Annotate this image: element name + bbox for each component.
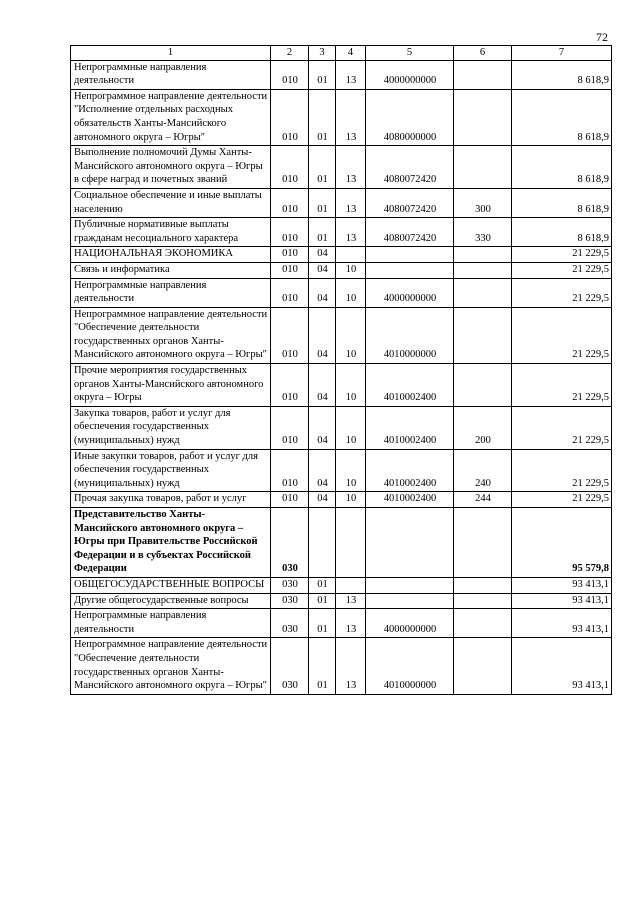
cell-section: 01	[309, 593, 336, 609]
cell-name: Другие общегосударственные вопросы	[71, 593, 271, 609]
cell-expense-type	[454, 508, 512, 578]
cell-target-article: 4010002400	[366, 364, 454, 407]
cell-amount: 21 229,5	[512, 262, 612, 278]
cell-name: Непрограммные направления деятельности	[71, 278, 271, 307]
column-header: 3	[309, 46, 336, 61]
cell-amount: 21 229,5	[512, 449, 612, 492]
cell-admin-code: 010	[271, 262, 309, 278]
cell-name: Иные закупки товаров, работ и услуг для обеспечения государственных (муниципальных) нужд	[71, 449, 271, 492]
cell-expense-type: 244	[454, 492, 512, 508]
column-header: 6	[454, 46, 512, 61]
cell-section: 04	[309, 307, 336, 363]
cell-section: 01	[309, 60, 336, 89]
cell-expense-type	[454, 60, 512, 89]
table-row	[71, 89, 612, 145]
cell-amount: 8 618,9	[512, 60, 612, 89]
cell-subsection	[336, 508, 366, 578]
cell-subsection: 10	[336, 406, 366, 449]
column-header: 1	[71, 46, 271, 61]
column-header: 7	[512, 46, 612, 61]
cell-admin-code: 010	[271, 406, 309, 449]
table-row	[71, 508, 612, 578]
cell-subsection: 13	[336, 218, 366, 247]
cell-amount: 21 229,5	[512, 364, 612, 407]
column-header-row	[71, 46, 612, 61]
cell-subsection: 13	[336, 89, 366, 145]
cell-name: Непрограммные направления деятельности	[71, 609, 271, 638]
cell-name: Прочая закупка товаров, работ и услуг	[71, 492, 271, 508]
cell-section: 01	[309, 218, 336, 247]
cell-name: Непрограммное направление деятельности "Обеспечение деятельности государственных органов Ханты-Мансийского автономного округа – Югры"	[71, 638, 271, 694]
cell-subsection: 10	[336, 262, 366, 278]
cell-subsection: 13	[336, 60, 366, 89]
table-row	[71, 449, 612, 492]
cell-subsection: 10	[336, 449, 366, 492]
table-row	[71, 278, 612, 307]
cell-expense-type	[454, 609, 512, 638]
cell-target-article: 4010000000	[366, 638, 454, 694]
cell-amount: 93 413,1	[512, 593, 612, 609]
cell-name: Социальное обеспечение и иные выплаты населению	[71, 188, 271, 217]
cell-expense-type	[454, 307, 512, 363]
cell-target-article: 4000000000	[366, 278, 454, 307]
cell-amount: 21 229,5	[512, 492, 612, 508]
cell-name: Непрограммное направление деятельности "Обеспечение деятельности государственных органов Ханты-Мансийского автономного округа – Югры"	[71, 307, 271, 363]
table-row	[71, 60, 612, 89]
table-row	[71, 188, 612, 217]
cell-admin-code: 030	[271, 577, 309, 593]
cell-section: 04	[309, 262, 336, 278]
cell-target-article: 4010002400	[366, 406, 454, 449]
cell-admin-code: 010	[271, 492, 309, 508]
column-header: 5	[366, 46, 454, 61]
cell-section: 01	[309, 188, 336, 217]
cell-subsection: 10	[336, 364, 366, 407]
cell-expense-type	[454, 146, 512, 189]
cell-expense-type: 330	[454, 218, 512, 247]
cell-amount: 21 229,5	[512, 278, 612, 307]
cell-section: 01	[309, 609, 336, 638]
cell-admin-code: 010	[271, 89, 309, 145]
cell-subsection: 13	[336, 609, 366, 638]
cell-target-article: 4010002400	[366, 492, 454, 508]
cell-name: НАЦИОНАЛЬНАЯ ЭКОНОМИКА	[71, 247, 271, 263]
cell-name: Закупка товаров, работ и услуг для обеспечения государственных (муниципальных) нужд	[71, 406, 271, 449]
cell-expense-type	[454, 89, 512, 145]
column-header: 2	[271, 46, 309, 61]
table-row	[71, 593, 612, 609]
cell-admin-code: 010	[271, 60, 309, 89]
cell-name: ОБЩЕГОСУДАРСТВЕННЫЕ ВОПРОСЫ	[71, 577, 271, 593]
cell-expense-type	[454, 262, 512, 278]
cell-amount: 8 618,9	[512, 188, 612, 217]
cell-section: 04	[309, 449, 336, 492]
table-row	[71, 364, 612, 407]
cell-expense-type: 300	[454, 188, 512, 217]
cell-section: 01	[309, 638, 336, 694]
cell-target-article: 4010002400	[366, 449, 454, 492]
cell-target-article: 4010000000	[366, 307, 454, 363]
cell-amount: 93 413,1	[512, 577, 612, 593]
cell-target-article	[366, 247, 454, 263]
cell-target-article	[366, 577, 454, 593]
cell-amount: 8 618,9	[512, 218, 612, 247]
cell-subsection: 13	[336, 188, 366, 217]
cell-expense-type	[454, 278, 512, 307]
cell-subsection: 10	[336, 278, 366, 307]
cell-admin-code: 030	[271, 609, 309, 638]
cell-admin-code: 010	[271, 278, 309, 307]
cell-expense-type: 240	[454, 449, 512, 492]
cell-section: 01	[309, 577, 336, 593]
cell-admin-code: 010	[271, 146, 309, 189]
cell-expense-type	[454, 593, 512, 609]
cell-name: Представительство Ханты-Мансийского автономного округа – Югры при Правительстве Российской Федерации и в субъектах Российской Федерации	[71, 508, 271, 578]
cell-section: 04	[309, 364, 336, 407]
cell-name: Выполнение полномочий Думы Ханты-Мансийского автономного округа – Югры в сфере наград и почетных званий	[71, 146, 271, 189]
table-row	[71, 577, 612, 593]
cell-admin-code: 010	[271, 307, 309, 363]
cell-section: 04	[309, 247, 336, 263]
cell-expense-type	[454, 247, 512, 263]
cell-amount: 93 413,1	[512, 638, 612, 694]
cell-admin-code: 030	[271, 508, 309, 578]
cell-name: Публичные нормативные выплаты гражданам несоциального характера	[71, 218, 271, 247]
budget-table	[70, 45, 612, 695]
cell-expense-type	[454, 638, 512, 694]
cell-subsection: 10	[336, 307, 366, 363]
cell-section: 04	[309, 278, 336, 307]
cell-admin-code: 010	[271, 449, 309, 492]
cell-admin-code: 030	[271, 593, 309, 609]
cell-admin-code: 010	[271, 188, 309, 217]
cell-section: 01	[309, 146, 336, 189]
cell-amount: 21 229,5	[512, 307, 612, 363]
cell-subsection: 10	[336, 492, 366, 508]
cell-target-article: 4080072420	[366, 188, 454, 217]
table-row	[71, 609, 612, 638]
cell-target-article: 4080072420	[366, 218, 454, 247]
cell-subsection	[336, 577, 366, 593]
cell-expense-type: 200	[454, 406, 512, 449]
table-row	[71, 406, 612, 449]
cell-target-article: 4000000000	[366, 60, 454, 89]
cell-admin-code: 030	[271, 638, 309, 694]
cell-section: 01	[309, 89, 336, 145]
cell-subsection: 13	[336, 638, 366, 694]
cell-admin-code: 010	[271, 364, 309, 407]
cell-expense-type	[454, 364, 512, 407]
cell-amount: 95 579,8	[512, 508, 612, 578]
cell-name: Непрограммное направление деятельности "Исполнение отдельных расходных обязательств Ханты-Мансийского автономного округа – Югры"	[71, 89, 271, 145]
cell-subsection: 13	[336, 146, 366, 189]
cell-target-article: 4080000000	[366, 89, 454, 145]
cell-amount: 8 618,9	[512, 146, 612, 189]
cell-amount: 21 229,5	[512, 247, 612, 263]
cell-target-article	[366, 593, 454, 609]
cell-amount: 8 618,9	[512, 89, 612, 145]
cell-target-article	[366, 508, 454, 578]
table-row	[71, 492, 612, 508]
table-row	[71, 218, 612, 247]
table-row	[71, 262, 612, 278]
table-row	[71, 307, 612, 363]
cell-target-article: 4000000000	[366, 609, 454, 638]
cell-amount: 21 229,5	[512, 406, 612, 449]
cell-name: Непрограммные направления деятельности	[71, 60, 271, 89]
cell-subsection: 13	[336, 593, 366, 609]
cell-target-article: 4080072420	[366, 146, 454, 189]
table-row	[71, 638, 612, 694]
cell-amount: 93 413,1	[512, 609, 612, 638]
table-row	[71, 146, 612, 189]
cell-admin-code: 010	[271, 218, 309, 247]
cell-section: 04	[309, 492, 336, 508]
cell-name: Прочие мероприятия государственных органов Ханты-Мансийского автономного округа – Югры	[71, 364, 271, 407]
page-number: 72	[596, 30, 608, 44]
table-row	[71, 247, 612, 263]
cell-name: Связь и информатика	[71, 262, 271, 278]
cell-target-article	[366, 262, 454, 278]
cell-section	[309, 508, 336, 578]
cell-admin-code: 010	[271, 247, 309, 263]
cell-expense-type	[454, 577, 512, 593]
cell-section: 04	[309, 406, 336, 449]
cell-subsection	[336, 247, 366, 263]
column-header: 4	[336, 46, 366, 61]
